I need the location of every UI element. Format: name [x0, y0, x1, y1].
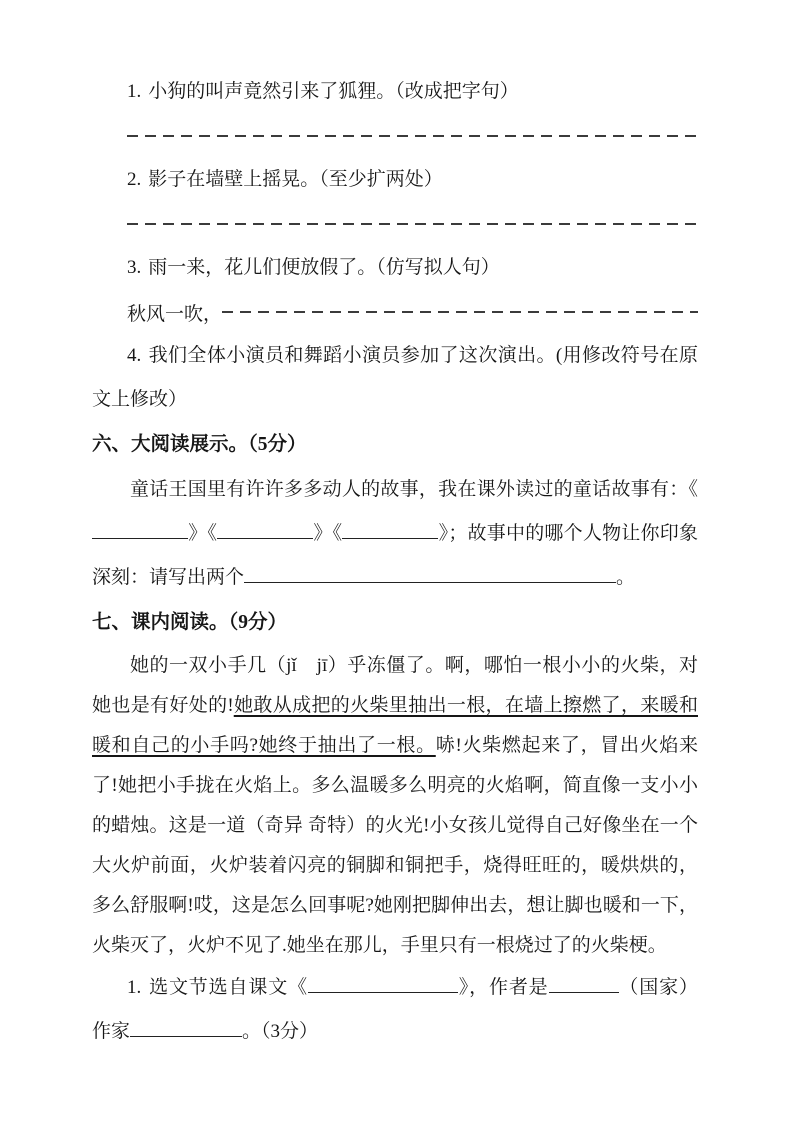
- reading-question-1-text-4: 。（3分）: [242, 1021, 319, 1042]
- fairytale-title-blank-1: [92, 520, 188, 539]
- fairytale-title-blank-3: [342, 520, 438, 539]
- reading-question-1: [92, 966, 698, 1054]
- passage-underlined-sentence: 她敢从成把的火柴里抽出一根，在墙上擦燃了，来暖和暖和自己的小手吗?她终于抽出了一根。: [92, 695, 698, 756]
- characters-answer-blank: [244, 564, 616, 583]
- reading-question-1-text-2: ，作者是: [469, 977, 549, 998]
- answer-3-prefix: 秋风一吹，: [127, 303, 223, 325]
- question-1-number: 1.: [127, 81, 142, 102]
- dashed-answer-rule-2: [127, 223, 698, 225]
- dashed-answer-rule-3: [222, 311, 698, 313]
- fairytale-title-blank-2: [217, 520, 313, 539]
- bracket-open-3: 《: [332, 523, 343, 544]
- bracket-open-2: 《: [207, 523, 218, 544]
- section-6-body: [92, 468, 698, 600]
- bracket-close-3: 》: [438, 523, 449, 544]
- question-3: [92, 246, 698, 290]
- source-bracket-close: 》: [457, 977, 470, 998]
- answer-blank-line-1: [127, 114, 698, 158]
- reading-passage: [92, 646, 698, 966]
- reading-question-1-text-3: （国家）作家: [92, 977, 698, 1042]
- section-6-middle: ；故事中的哪个人物让你印象深刻：请写出两个: [92, 523, 698, 588]
- question-3-number: 3.: [127, 257, 142, 278]
- question-4-text: 我们全体小演员和舞蹈小演员参加了这次演出。(用修改符号在原文上修改）: [92, 345, 698, 410]
- section-6-intro: 童话王国里有许许多多动人的故事，我在课外读过的童话故事有：: [130, 479, 689, 500]
- question-1: [92, 70, 698, 114]
- bracket-close-2: 》: [313, 523, 333, 544]
- question-2: [92, 158, 698, 202]
- bracket-close-1: 》: [188, 523, 208, 544]
- section-6-heading: 六、大阅读展示。（5分）: [92, 434, 307, 455]
- author-name-blank: [130, 1018, 242, 1037]
- question-2-number: 2.: [127, 169, 142, 190]
- reading-question-1-number: 1.: [127, 977, 142, 998]
- section-7-heading: 七、课内阅读。（9分）: [92, 612, 288, 633]
- question-4-number: 4.: [127, 345, 142, 366]
- answer-blank-line-2: [127, 202, 698, 246]
- passage-part-1: 她的一双小手几（jǐ jī）乎冻僵了。啊，哪怕一根小小的火柴，对她也是有好处的!: [92, 655, 698, 716]
- question-2-text: 影子在墙壁上摇晃。（至少扩两处）: [148, 169, 443, 190]
- source-bracket-open: 《: [288, 977, 308, 998]
- passage-part-3: 哧!火柴燃起来了，冒出火焰来了!她把小手拢在火焰上。多么温暖多么明亮的火焰啊，简直像一支小小的蜡烛。这是一道（奇异 奇特）的火光!小女孩儿觉得自己好像坐在一个大火炉前面，火炉装着闪亮的铜脚和铜把手，烧得旺旺的，暖烘烘的，多么舒服啊!哎，这是怎么回事呢?她刚把脚伸出去，想让脚也暖和一下，火柴灭了，火炉不见了.她坐在那儿，手里只有一根烧过了的火柴梗。: [92, 735, 698, 956]
- section-6-period: 。: [616, 567, 636, 588]
- bracket-open-1: 《: [688, 479, 698, 500]
- answer-line-3: [127, 290, 698, 334]
- country-blank: [549, 974, 619, 993]
- question-4: [92, 334, 698, 422]
- question-3-text: 雨一来，花儿们便放假了。（仿写拟人句）: [148, 257, 500, 278]
- question-1-text: 小狗的叫声竟然引来了狐狸。（改成把字句）: [148, 81, 519, 102]
- dashed-answer-rule-1: [127, 135, 698, 137]
- source-title-blank: [308, 974, 458, 993]
- reading-question-1-text-1: 选文节选自课文: [148, 977, 289, 998]
